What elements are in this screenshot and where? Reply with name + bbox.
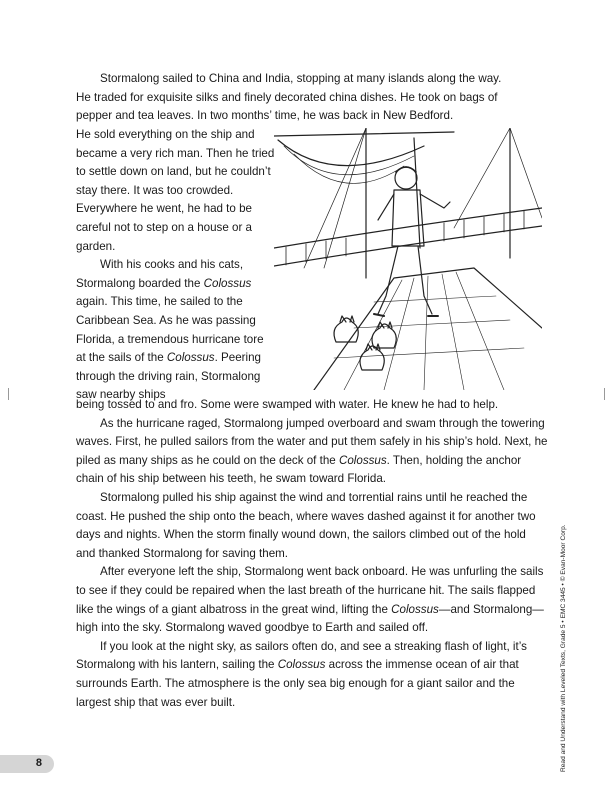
paragraph: He sold everything on the ship and became a very rich man. Then he tried to settle down on land, but he couldn’t stay there. It was too crowded. Everywhere he went, he had to be careful not to step on a house or a garden. — [76, 128, 275, 253]
paragraph: Stormalong pulled his ship against the wind and torrential rains until he reached the coast. He pushed the ship onto the beach, where waves dashed against it for another two days and nights. When the storm finally wound down, the sailors climbed out of the hold and thanked Stormalong for saving them. — [76, 490, 536, 560]
story-text-bottom — [76, 396, 548, 712]
paragraph: With his cooks and his cats, Stormalong boarded the Colossus again. This time, he sailed to the Caribbean Sea. As he was passing Florida, a tremendous hurricane tore at the sails of the Colossus. Peering through the driving rain, Stormalong saw nearby ships — [76, 258, 264, 402]
paragraph: being tossed to and fro. Some were swamped with water. He knew he had to help. — [76, 398, 499, 411]
ship-name: Colossus — [391, 602, 439, 616]
ship-name: Colossus — [277, 658, 326, 672]
ship-name: Colossus — [203, 276, 252, 290]
page-number: 8 — [35, 757, 42, 769]
ship-deck-illustration — [274, 128, 542, 390]
paragraph: After everyone left the ship, Stormalong went back onboard. He was unfurling the sails to see if they could be repaired when the last breath of the hurricane hit. The sails flapped like the wings of a giant albatross in the great wind, lifting the Colossus—and Stormalong—high into the sky. Stormalong waved goodbye to Earth and sailed off. — [76, 565, 544, 635]
ship-name: Colossus — [166, 351, 215, 365]
page-number-tab — [0, 755, 54, 773]
story-text-top — [76, 70, 516, 126]
crop-mark-right — [604, 388, 605, 400]
paragraph: Stormalong sailed to China and India, stopping at many islands along the way. He traded for exquisite silks and finely decorated china dishes. He took on bags of pepper and tea leaves. In two months’ time, he was back in New Bedford. — [76, 72, 502, 123]
ship-name: Colossus — [338, 453, 387, 467]
copyright-sidebar: Read and Understand with Leveled Texts, Grade 5 • EMC 3445 • © Evan-Moor Corp. — [560, 524, 567, 772]
paragraph: As the hurricane raged, Stormalong jumped overboard and swam through the towering waves. First, he pulled sailors from the water and put them safely in his ship’s hold. Next, he piled as many ships as he could on the deck of the Colossus. Then, holding the anchor chain of his ship between his teeth, he swam toward Florida. — [76, 416, 548, 486]
crop-mark-left — [8, 388, 9, 400]
paragraph: If you look at the night sky, as sailors often do, and see a streaking flash of light, it’s Stormalong with his lantern, sailing the Colossus across the immense ocean of air that surrounds Earth. The atmosphere is the only sea big enough for a giant sailor and the largest ship that was ever built. — [76, 639, 527, 709]
story-text-narrow — [76, 126, 276, 405]
